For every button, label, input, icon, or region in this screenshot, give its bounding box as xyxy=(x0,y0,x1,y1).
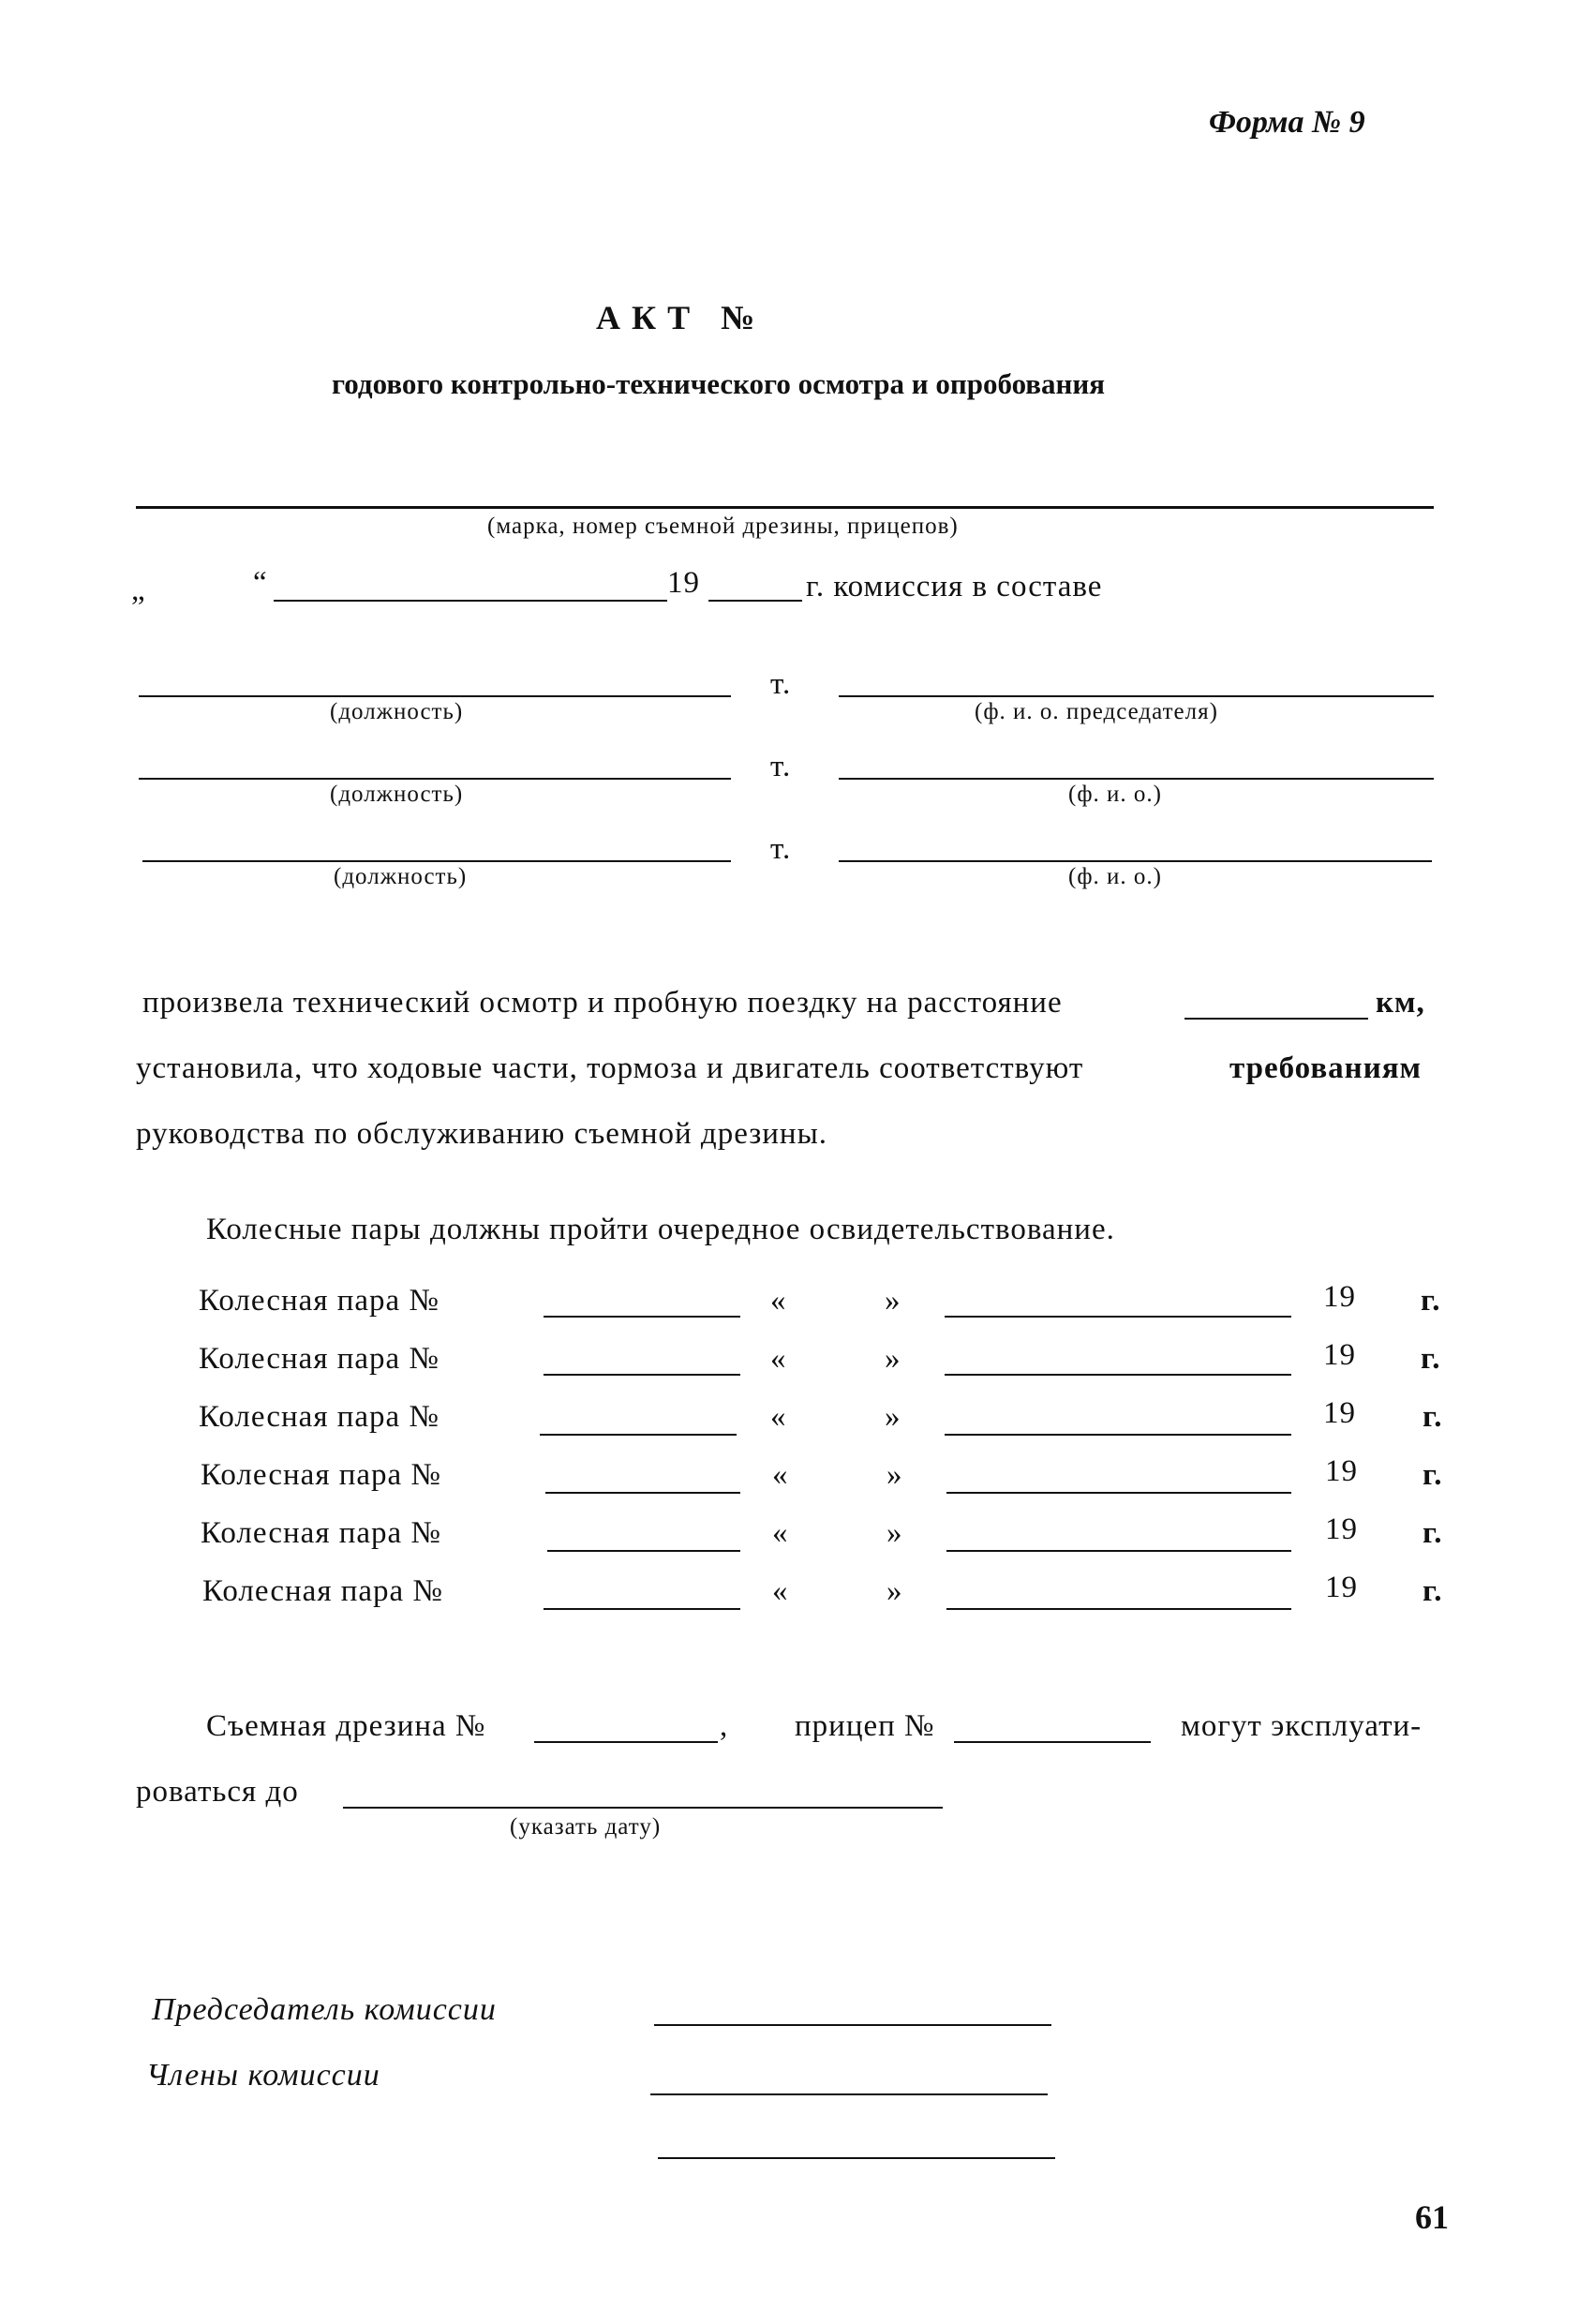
member-2-position-caption: (должность) xyxy=(330,782,464,807)
form-number: Форма № 9 xyxy=(1209,105,1365,140)
paragraph-line-2-end: требованиям xyxy=(1229,1051,1423,1085)
wheel-year: 19 xyxy=(1325,1512,1358,1546)
wheel-g: г. xyxy=(1421,1342,1441,1376)
member-2-position-line[interactable] xyxy=(139,778,731,780)
quote-close: » xyxy=(886,1516,903,1550)
quote-close: » xyxy=(886,1458,903,1492)
wheel-date-line[interactable] xyxy=(946,1550,1291,1552)
paragraph-line-1: произвела технический осмотр и пробную поездку на расстояние xyxy=(142,986,1063,1020)
paragraph-line-2: установила, что ходовые части, тормоза и двигатель соответствуют xyxy=(136,1051,1084,1085)
act-subtitle: годового контрольно-технического осмотра и опробования xyxy=(332,367,1106,400)
wheel-number-line[interactable] xyxy=(544,1608,740,1610)
paragraph-line-3: руководства по обслуживанию съемной дрезины. xyxy=(136,1117,828,1151)
conclusion-line-2: роваться до xyxy=(136,1775,299,1809)
drezina-comma: , xyxy=(720,1709,729,1743)
quote-close: » xyxy=(886,1574,903,1608)
act-title: АКТ № xyxy=(596,299,767,336)
wheel-label: Колесная пара № xyxy=(199,1284,439,1318)
wheel-number-line[interactable] xyxy=(545,1492,740,1494)
wheel-label: Колесная пара № xyxy=(199,1342,439,1376)
wheel-year: 19 xyxy=(1325,1454,1358,1488)
member-1-position-caption: (должность) xyxy=(330,699,464,724)
wheel-date-line[interactable] xyxy=(945,1316,1291,1318)
wheel-g: г. xyxy=(1423,1516,1443,1550)
quote-open: « xyxy=(772,1458,789,1492)
wheel-year: 19 xyxy=(1323,1280,1356,1314)
wheel-g: г. xyxy=(1423,1574,1443,1608)
member-1-name-caption: (ф. и. о. председателя) xyxy=(975,699,1218,724)
date-caption: (указать дату) xyxy=(510,1814,662,1840)
quote-open: « xyxy=(770,1400,787,1434)
wheel-number-line[interactable] xyxy=(544,1316,740,1318)
member-3-name-caption: (ф. и. о.) xyxy=(1068,864,1162,889)
distance-line[interactable] xyxy=(1184,1018,1368,1020)
member-2-name-line[interactable] xyxy=(839,778,1434,780)
valid-until-date-line[interactable] xyxy=(343,1807,943,1809)
member-2-name-caption: (ф. и. о.) xyxy=(1068,782,1162,807)
member-2-t: т. xyxy=(770,750,792,783)
wheel-label: Колесная пара № xyxy=(201,1516,441,1550)
drezina-label: Съемная дрезина № xyxy=(206,1709,486,1743)
wheel-date-line[interactable] xyxy=(945,1434,1291,1436)
date-suffix: г. комиссия в составе xyxy=(806,570,1103,603)
member-2-signature-line[interactable] xyxy=(658,2157,1055,2159)
members-label: Члены комиссии xyxy=(146,2058,380,2093)
quote-close: » xyxy=(885,1284,901,1318)
wheel-number-line[interactable] xyxy=(544,1374,740,1376)
quote-open: « xyxy=(770,1342,787,1376)
chairman-signature-line[interactable] xyxy=(654,2024,1051,2026)
member-3-name-line[interactable] xyxy=(839,860,1432,862)
member-1-t: т. xyxy=(770,667,792,701)
quote-open: « xyxy=(772,1516,789,1550)
vehicle-caption: (марка, номер съемной дрезины, прицепов) xyxy=(487,514,959,539)
quote-open: “ xyxy=(253,566,268,600)
distance-unit: км, xyxy=(1376,986,1425,1020)
wheel-number-line[interactable] xyxy=(547,1550,740,1552)
mogut-text: могут эксплуати- xyxy=(1181,1709,1423,1743)
pricep-number-line[interactable] xyxy=(954,1741,1151,1743)
member-1-position-line[interactable] xyxy=(139,695,731,697)
wheel-g: г. xyxy=(1423,1458,1443,1492)
quote-open: « xyxy=(772,1574,789,1608)
member-3-t: т. xyxy=(770,832,792,866)
date-day-month-line[interactable] xyxy=(274,600,667,602)
quote-close: » xyxy=(885,1342,901,1376)
wheel-g: г. xyxy=(1421,1284,1441,1318)
wheel-date-line[interactable] xyxy=(945,1374,1291,1376)
wheel-label: Колесная пара № xyxy=(201,1458,441,1492)
quote-open: « xyxy=(770,1284,787,1318)
wheel-date-line[interactable] xyxy=(946,1492,1291,1494)
wheel-year: 19 xyxy=(1325,1571,1358,1604)
wheel-label: Колесная пара № xyxy=(199,1400,439,1434)
wheel-number-line[interactable] xyxy=(540,1434,737,1436)
wheel-year: 19 xyxy=(1323,1396,1356,1430)
wheels-intro: Колесные пары должны пройти очередное освидетельствование. xyxy=(206,1213,1115,1246)
member-1-name-line[interactable] xyxy=(839,695,1434,697)
wheel-date-line[interactable] xyxy=(946,1608,1291,1610)
wheel-label: Колесная пара № xyxy=(202,1574,443,1608)
pricep-label: прицеп № xyxy=(795,1709,935,1743)
drezina-number-line[interactable] xyxy=(534,1741,718,1743)
year-prefix: 19 xyxy=(667,566,700,600)
chairman-label: Председатель комиссии xyxy=(152,1992,497,2027)
wheel-g: г. xyxy=(1423,1400,1443,1434)
page-number: 61 xyxy=(1415,2198,1449,2236)
quote-left: „ xyxy=(131,574,146,607)
member-3-position-caption: (должность) xyxy=(334,864,468,889)
member-3-position-line[interactable] xyxy=(142,860,731,862)
member-1-signature-line[interactable] xyxy=(650,2093,1048,2095)
vehicle-field-line[interactable] xyxy=(136,506,1434,509)
wheel-year: 19 xyxy=(1323,1338,1356,1372)
date-year-line[interactable] xyxy=(708,600,802,602)
quote-close: » xyxy=(885,1400,901,1434)
